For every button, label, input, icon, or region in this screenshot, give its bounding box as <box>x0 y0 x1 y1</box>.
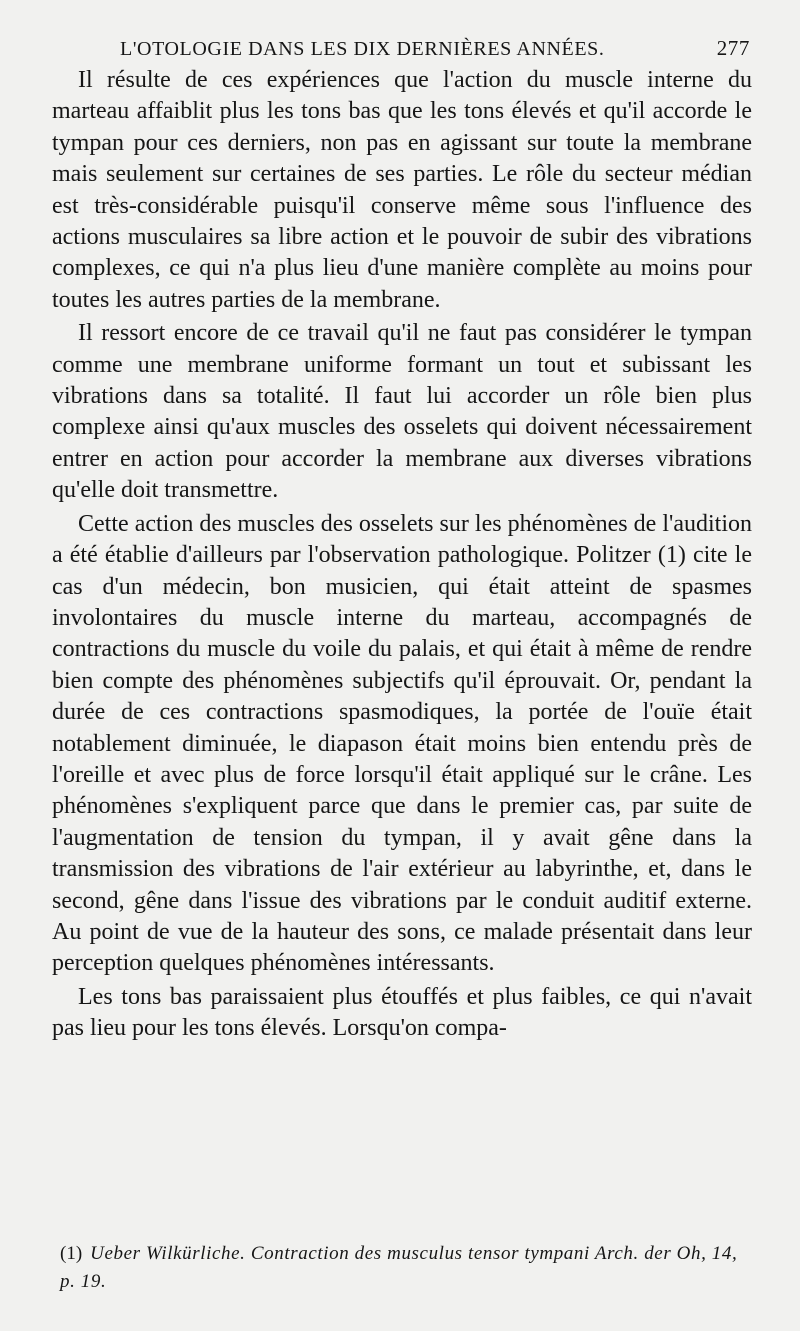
page-number: 277 <box>716 36 750 60</box>
running-head <box>120 36 752 61</box>
paragraph: Cette action des muscles des osselets sur les phénomènes de l'audition a été établie d'ailleurs par l'observation pathologique. Politzer (1) cite le cas d'un médecin, bon musicien, qui était atteint de spasmes involontaires du muscle interne du marteau, accompagnés de contractions du muscle du voile du palais, et qui était à même de rendre bien compte des phénomènes subjectifs qu'il éprouvait. Or, pendant la durée de ces contractions spasmodiques, la portée de l'ouïe était notablement diminuée, le diapason était moins bien entendu près de l'oreille et avec plus de force lorsqu'il était appliqué sur le crâne. Les phénomènes s'expliquent parce que dans le premier cas, par suite de l'augmentation de tension du tympan, il y avait gêne dans la transmission des vibrations de l'air extérieur au labyrinthe, et, dans le second, gêne dans l'issue des vibrations par le conduit auditif externe. Au point de vue de la hauteur des sons, ce malade présentait dans leur perception quelques phénomènes intéressants. <box>52 510 752 977</box>
footnotes <box>60 1240 752 1296</box>
footnote <box>60 1240 752 1296</box>
paragraph: Les tons bas paraissaient plus étouffés et plus faibles, ce qui n'avait pas lieu pour les tons élevés. Lorsqu'on compa- <box>52 983 752 1042</box>
paragraph: Il résulte de ces expériences que l'action du muscle interne du marteau affaiblit plus les tons bas que les tons élevés et qu'il accorde le tympan pour ces derniers, non pas en agissant sur toute la membrane mais seulement sur certaines de ses parties. Le rôle du secteur médian est très-considérable puisqu'il conserve même sous l'influence des actions musculaires sa libre action et le pouvoir de subir des vibrations complexes, ce qui n'a plus lieu d'une manière complète au moins pour toutes les autres parties de la membrane. <box>52 67 752 313</box>
footnote-text: Ueber Wilkürliche. Contraction des musculus tensor tympani Arch. der Oh, 14, p. 19. <box>60 1243 738 1292</box>
body-text <box>52 65 752 1045</box>
chapter-title: L'OTOLOGIE DANS LES DIX DERNIÈRES ANNÉES. <box>120 38 605 60</box>
paragraph: Il ressort encore de ce travail qu'il ne faut pas considérer le tympan comme une membrane uniforme formant un tout et subissant les vibrations dans sa totalité. Il faut lui accorder un rôle bien plus complexe ainsi qu'aux muscles des osselets qui doivent nécessairement entrer en action pour accorder la membrane aux diverses vibrations qu'elle doit transmettre. <box>52 320 752 504</box>
footnote-marker: (1) <box>60 1243 83 1264</box>
